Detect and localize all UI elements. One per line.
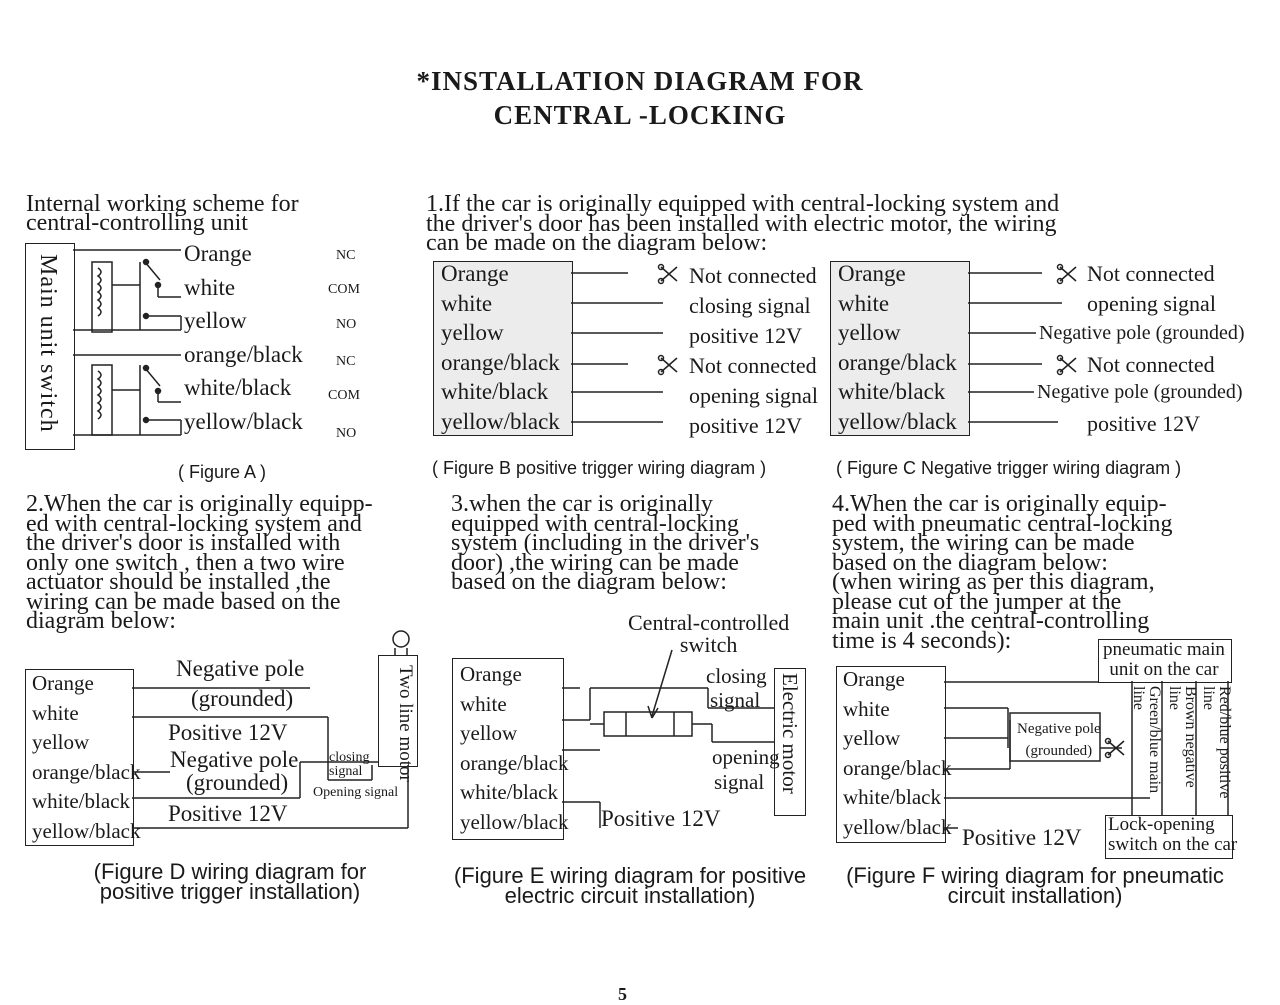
- figb-wire-orange: Orange: [441, 261, 509, 286]
- contact-com-2: COM: [328, 388, 360, 403]
- figb-signal-5: opening signal: [689, 383, 818, 408]
- fige-wire-orange-black: orange/black: [460, 750, 569, 775]
- figb-wire-white-black: white/black: [441, 379, 549, 405]
- figd-neg1-line1: Negative pole: [176, 656, 305, 681]
- figc-signal-1: Not connected: [1087, 261, 1215, 286]
- figf-caption-1: (Figure F wiring diagram for pneumatic: [846, 863, 1224, 888]
- section1-line-2: the driver's door has been installed with electric motor, the wiring: [426, 210, 1057, 237]
- figb-signal-4: Not connected: [689, 353, 817, 378]
- figa-heading-1: Internal working scheme for: [26, 191, 299, 217]
- figa-wire-white: white: [184, 274, 236, 300]
- figc-signal-2: opening signal: [1087, 291, 1216, 316]
- section2-line-1: 2.When the car is originally equipp-: [26, 491, 373, 517]
- figf-unit-line1: pneumatic main: [1103, 639, 1225, 660]
- figc-cut-icon-1: [1058, 265, 1077, 284]
- section2-line-5: actuator should be installed ,the: [26, 569, 331, 595]
- figf-wire-orange: Orange: [843, 667, 905, 691]
- fige-switch-box: [604, 712, 692, 736]
- figb-wire-orange-black: orange/black: [441, 349, 560, 375]
- figd-motor-label: Two line motor: [395, 665, 416, 782]
- figb-lines: [571, 265, 677, 423]
- figf-brown-line-label: Brown negative line: [1166, 686, 1199, 788]
- figf-wire-yellow-black: yellow/black: [843, 814, 952, 839]
- contact-com-1: COM: [328, 282, 360, 297]
- section3-line-1: 3.when the car is originally: [451, 491, 713, 517]
- fige-wire-yellow: yellow: [460, 721, 518, 746]
- figf-neg-box: [1010, 713, 1100, 761]
- figf-wire-white-black: white/black: [843, 785, 941, 810]
- figf-red-line-label: Red/blue positive line: [1200, 686, 1233, 799]
- figd-closing-line2: signal: [329, 764, 363, 779]
- figf-switch-line1: Lock-opening: [1108, 814, 1215, 835]
- page-number: 5: [618, 984, 627, 1004]
- figa-wire-white-black: white/black: [184, 375, 292, 401]
- figd-neg1-line2: (grounded): [191, 686, 294, 711]
- figb-wire-white: white: [441, 290, 493, 316]
- figd-neg2-line1: Negative pole: [170, 747, 299, 772]
- figa-caption: ( Figure A ): [178, 462, 267, 482]
- figc-caption: ( Figure C Negative trigger wiring diagram ): [836, 458, 1182, 478]
- page-title: *INSTALLATION DIAGRAM FOR: [416, 66, 864, 96]
- figa-relay-bottom: [73, 355, 181, 435]
- contact-no-2: NO: [336, 426, 357, 441]
- figd-caption-1: (Figure D wiring diagram for: [93, 859, 367, 884]
- figc-cut-icon-2: [1058, 356, 1077, 375]
- fige-wire-orange: Orange: [460, 662, 522, 686]
- section4-line-3: system, the wiring can be made: [832, 530, 1135, 556]
- contact-no-1: NO: [336, 317, 357, 332]
- fige-wire-yellow-black: yellow/black: [460, 809, 569, 834]
- figf-neg-line2: (grounded): [1025, 743, 1093, 759]
- figc-wire-orange: Orange: [838, 261, 906, 286]
- figf-wire-orange-black: orange/black: [843, 755, 952, 780]
- fige-opening-line1: opening: [712, 745, 780, 769]
- fige-caption-2: electric circuit installation): [504, 883, 756, 908]
- section2-line-4: only one switch , then a two wire: [26, 549, 345, 576]
- main-unit-label: Main unit switch: [35, 254, 61, 433]
- figd-caption-2: positive trigger installation): [99, 879, 361, 904]
- figb-signal-1: Not connected: [689, 263, 817, 288]
- figc-signal-6: positive 12V: [1087, 411, 1201, 436]
- fige-closing-line2: signal: [710, 688, 761, 712]
- figd-wire-white: white: [32, 700, 79, 725]
- figd-indicator-icon: [393, 631, 409, 647]
- section4-line-7: main unit .the central-controlling: [832, 608, 1150, 634]
- figd-wire-white-black: white/black: [32, 789, 130, 814]
- fige-motor-label: Electric motor: [778, 673, 802, 794]
- page-subtitle: CENTRAL -LOCKING: [493, 100, 787, 130]
- figf-switch-line2: switch on the car: [1108, 834, 1238, 855]
- figf-lines: [944, 681, 1228, 828]
- figc-signal-3: Negative pole (grounded): [1039, 322, 1245, 344]
- figd-closing-line1: closing: [329, 750, 370, 765]
- fige-pos: Positive 12V: [601, 806, 721, 831]
- figd-opening-signal: Opening signal: [313, 785, 399, 800]
- figc-signal-5: Negative pole (grounded): [1037, 381, 1243, 403]
- figb-cut-icon-2: [659, 356, 678, 375]
- figc-wire-white: white: [838, 290, 890, 316]
- figf-unit-line2: unit on the car: [1109, 659, 1219, 680]
- figa-relay-top: [73, 250, 181, 332]
- section3-line-4: door) ,the wiring can be made: [451, 549, 739, 576]
- figf-pos: Positive 12V: [962, 825, 1082, 850]
- contact-nc-2: NC: [336, 354, 356, 369]
- figc-wire-yellow-black: yellow/black: [838, 408, 957, 434]
- figa-heading-2: central-controlling unit: [26, 210, 248, 236]
- figa-wire-yellow: yellow: [184, 308, 247, 334]
- figb-cut-icon-1: [659, 265, 678, 284]
- figb-wire-yellow: yellow: [441, 320, 504, 346]
- figb-signal-3: positive 12V: [689, 323, 803, 348]
- fige-caption-1: (Figure E wiring diagram for positive: [453, 863, 807, 888]
- section4-line-5: (when wiring as per this diagram,: [832, 569, 1155, 595]
- figc-lines: [968, 265, 1076, 423]
- fige-opening-line2: signal: [714, 770, 765, 794]
- section3-line-2: equipped with central-locking: [451, 510, 739, 537]
- section2-line-2: ed with central-locking system and: [26, 510, 362, 537]
- section2-line-6: wiring can be made based on the: [26, 588, 341, 615]
- figd-lines: [132, 631, 409, 828]
- section3-line-5: based on the diagram below:: [451, 569, 727, 595]
- section4-line-1: 4.When the car is originally equip-: [832, 491, 1167, 517]
- section4-line-8: time is 4 seconds):: [832, 627, 1012, 654]
- figd-neg2-line2: (grounded): [186, 770, 289, 795]
- figd-wire-orange-black: orange/black: [32, 759, 141, 784]
- figf-wire-yellow: yellow: [843, 726, 901, 751]
- figb-wire-yellow-black: yellow/black: [441, 408, 560, 434]
- section4-line-2: ped with pneumatic central-locking: [832, 510, 1173, 537]
- figd-pos2: Positive 12V: [168, 801, 288, 826]
- figf-neg-line1: Negative pole: [1017, 721, 1101, 737]
- fige-wire-white: white: [460, 691, 507, 716]
- section3-line-3: system (including in the driver's: [451, 530, 760, 556]
- fige-closing-line1: closing: [706, 664, 767, 688]
- figd-wire-yellow-black: yellow/black: [32, 818, 141, 843]
- section4-line-4: based on the diagram below:: [832, 549, 1108, 576]
- figb-signal-2: closing signal: [689, 293, 811, 318]
- figd-wire-orange: Orange: [32, 671, 94, 695]
- section1-line-1: 1.If the car is originally equipped with central-locking system and: [426, 191, 1060, 217]
- figd-wire-yellow: yellow: [32, 730, 90, 755]
- contact-nc-1: NC: [336, 248, 356, 263]
- figb-signal-6: positive 12V: [689, 413, 803, 438]
- figd-pos1: Positive 12V: [168, 720, 288, 745]
- figc-wire-white-black: white/black: [838, 379, 946, 405]
- section2-line-7: diagram below:: [26, 608, 176, 634]
- figf-green-line-label: Green/blue main line: [1130, 686, 1163, 794]
- figf-wire-white: white: [843, 696, 890, 721]
- figa-wire-orange-black: orange/black: [184, 341, 303, 367]
- figa-wire-orange: Orange: [184, 241, 252, 266]
- fige-switch-line2: switch: [679, 632, 738, 657]
- fige-wire-white-black: white/black: [460, 780, 558, 805]
- figc-wire-orange-black: orange/black: [838, 349, 957, 375]
- figb-caption: ( Figure B positive trigger wiring diagram ): [432, 458, 767, 478]
- fige-switch-line1: Central-controlled: [628, 610, 790, 635]
- fige-lines: [562, 650, 774, 828]
- figc-wire-yellow: yellow: [838, 320, 901, 346]
- section1-line-3: can be made on the diagram below:: [426, 230, 768, 256]
- figf-caption-2: circuit installation): [947, 883, 1123, 908]
- figa-wire-yellow-black: yellow/black: [184, 408, 303, 434]
- section2-line-3: the driver's door is installed with: [26, 530, 341, 556]
- figc-signal-4: Not connected: [1087, 352, 1215, 377]
- section4-line-6: please cut of the jumper at the: [832, 588, 1122, 615]
